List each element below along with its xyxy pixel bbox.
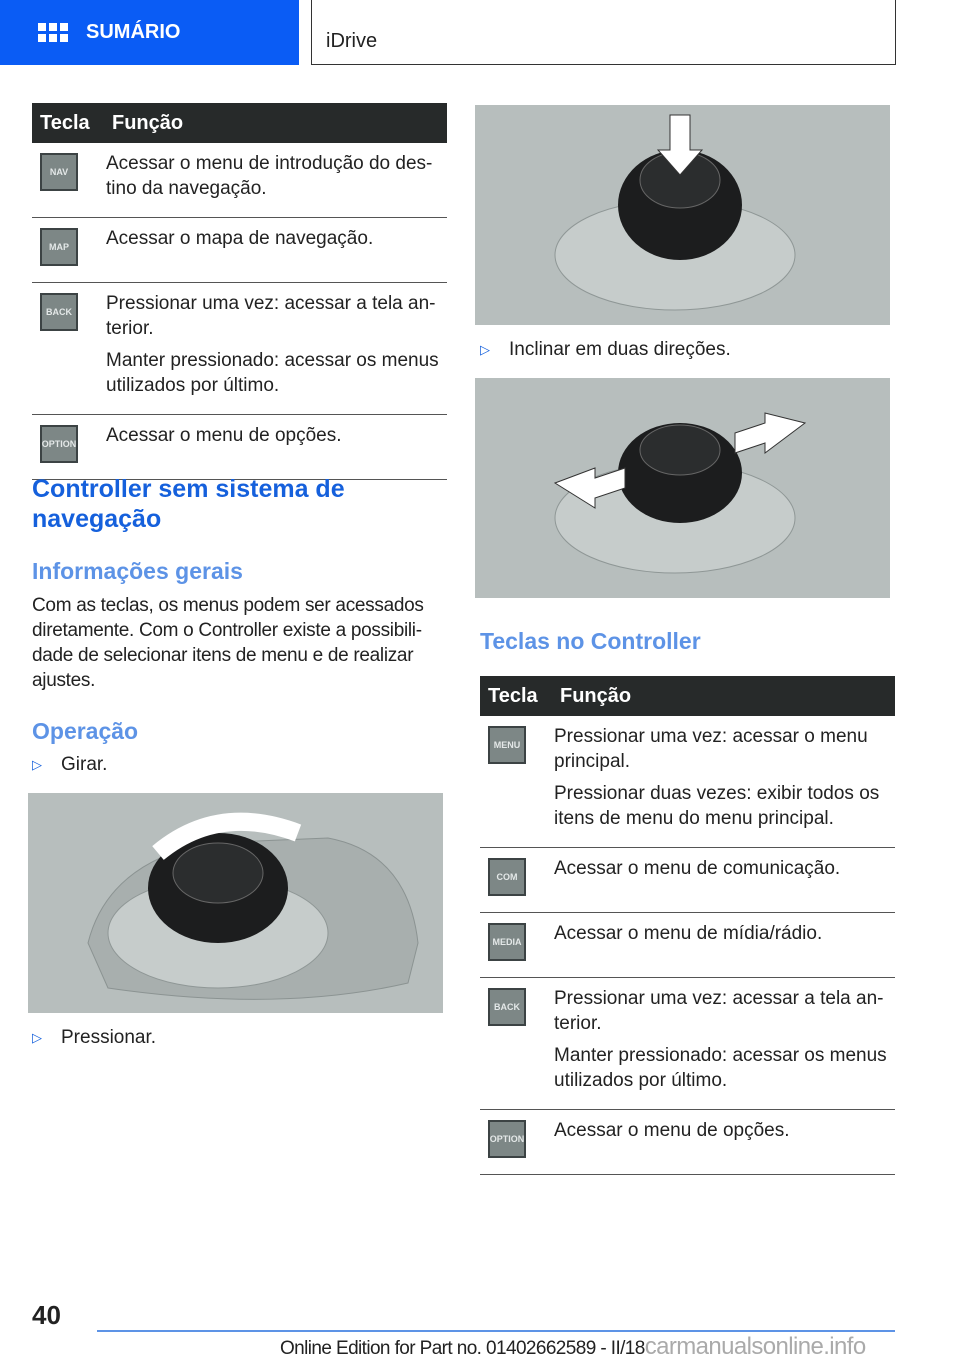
toc-button[interactable] [0,0,299,65]
key-button-icon: BACK [488,988,526,1026]
function-text: Manter pressionado: acessar os menus utilizados por último. [554,1045,887,1091]
key-button-icon: BACK [40,293,78,331]
key-table-1 [32,103,447,480]
function-text: Acessar o menu de comunicação. [554,858,841,879]
controller-tilt-image [475,378,890,598]
table-row [32,143,447,218]
key-button-icon: NAV [40,153,78,191]
info-text: Com as teclas, os menus podem ser acessados diretamente. Com o Controller existe a possibilidade de selecionar itens de menu e de realizar ajustes. [32,595,424,691]
controller-rotate-image [28,793,443,1013]
table-row [480,913,895,978]
footer-edition: Online Edition for Part no. 01402662589 - II/18carmanualsonline.info [280,1333,866,1360]
function-text: Pressionar uma vez: acessar a tela anterior. [106,293,436,339]
function-text: Acessar o menu de opções. [106,425,342,446]
key-button-icon: MAP [40,228,78,266]
triangle-icon: ▷ [480,342,490,357]
key-button-icon: OPTION [488,1120,526,1158]
key-table-2 [480,676,895,1175]
section-breadcrumb[interactable]: iDrive [311,0,896,65]
bullet-press: ▷ Pressionar. [32,1027,157,1048]
page-number: 40 [32,1300,61,1330]
heading-general-info: Informações gerais [32,558,243,584]
grid-icon [38,23,68,42]
bullet-rotate: ▷ Girar. [32,754,108,775]
bullet-tilt: ▷ Inclinar em duas direções. [480,339,731,360]
column-header: Tecla [32,103,106,143]
toc-label: SUMÁRIO [86,21,181,43]
triangle-icon: ▷ [32,757,42,772]
table-row [32,218,447,283]
key-button-icon: MENU [488,726,526,764]
column-header: Função [554,676,895,716]
function-text: Acessar o menu de mídia/rádio. [554,923,823,944]
key-button-icon: OPTION [40,425,78,463]
table-row [480,848,895,913]
table-header [480,676,895,716]
column-header: Tecla [480,676,554,716]
function-text: Pressionar uma vez: acessar o menu principal. [554,726,868,772]
triangle-icon: ▷ [32,1030,42,1045]
function-text: Acessar o menu de introdução do destino da navegação. [106,153,433,199]
function-text: Pressionar uma vez: acessar a tela anterior. [554,988,884,1034]
function-text: Pressionar duas vezes: exibir todos os itens de menu do menu principal. [554,783,880,829]
table-row [480,716,895,848]
heading-controller: Controller sem sistema de navegação [32,475,345,533]
table-row [480,1110,895,1175]
controller-press-image [475,105,890,325]
footer-divider [97,1330,895,1332]
function-text: Acessar o mapa de navegação. [106,228,374,249]
function-text: Manter pressionado: acessar os menus utilizados por último. [106,350,439,396]
function-text: Acessar o menu de opções. [554,1120,790,1141]
table-header [32,103,447,143]
watermark: carmanualsonline.info [644,1333,866,1360]
heading-controller-keys: Teclas no Controller [480,628,701,654]
table-row [32,415,447,480]
heading-operation: Operação [32,718,139,744]
key-button-icon: COM [488,858,526,896]
table-row [32,283,447,415]
key-button-icon: MEDIA [488,923,526,961]
table-row [480,978,895,1110]
column-header: Função [106,103,447,143]
